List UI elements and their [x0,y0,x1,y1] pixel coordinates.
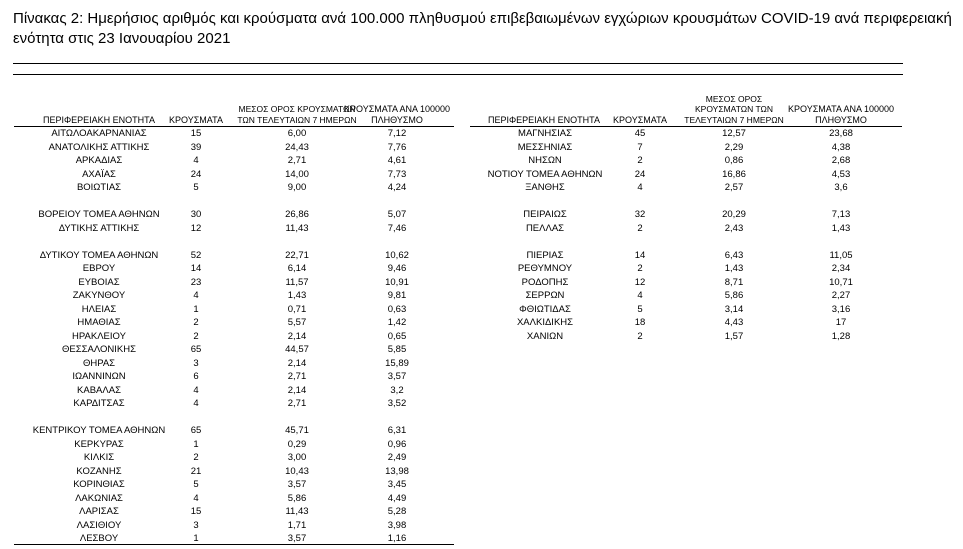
table-row [14,438,454,452]
cell-cases: 24 [190,168,202,180]
cell-region: ΛΑΣΙΘΙΟΥ [76,519,122,531]
left-table [14,92,454,547]
cell-region: ΠΙΕΡΙΑΣ [526,249,564,261]
cell-per100k: 6,31 [387,425,407,436]
table-row [470,154,902,168]
cell-cases: 6 [193,371,199,382]
cell-avg7: 2,29 [724,141,744,153]
table-row [14,465,454,479]
cell-avg7: 1,43 [724,263,744,274]
cell-avg7: 8,71 [724,276,744,288]
cell-cases: 23 [190,276,202,288]
cell-cases: 2 [637,155,643,166]
cell-region: ΕΒΡΟΥ [82,263,116,274]
cell-avg7: 9,00 [287,182,307,193]
table-row [470,303,902,317]
table-row [470,316,902,330]
cell-per100k: 4,53 [831,168,851,180]
cell-per100k: 0,65 [387,330,407,342]
cell-cases: 4 [193,398,199,409]
cell-per100k: 3,2 [390,384,404,396]
cell-avg7: 0,86 [724,155,744,166]
table-row [14,370,454,384]
cell-cases: 52 [190,249,202,261]
cell-cases: 39 [190,141,202,153]
cell-cases: 2 [193,452,199,463]
cell-cases: 5 [193,182,199,193]
table-row [14,249,454,263]
cell-region: ΔΥΤΙΚΟΥ ΤΟΜΕΑ ΑΘΗΝΩΝ [39,249,159,261]
cell-region: ΞΑΝΘΗΣ [525,182,565,193]
cell-per100k: 9,81 [387,290,407,301]
cell-region: ΚΟΖΑΝΗΣ [76,465,122,477]
cell-per100k: 7,13 [831,209,851,220]
table-row [14,168,454,182]
cell-avg7: 22,71 [285,249,309,261]
header-avg7: ΜΕΣΟΣ ΟΡΟΣ ΚΡΟΥΣΜΑΤΩΝ ΤΩΝ ΤΕΛΕΥΤΑΙΩΝ 7 ΗΜΕΡΩΝ [237,104,357,125]
table-spacer-row [14,235,454,249]
cell-cases: 14 [634,249,646,261]
cell-avg7: 0,71 [287,303,307,315]
cell-avg7: 1,43 [287,290,307,301]
cell-cases: 12 [634,276,646,288]
cell-per100k: 3,6 [834,182,848,193]
table-row [14,478,454,492]
cell-cases: 2 [637,263,643,274]
cell-cases: 3 [193,519,199,531]
cell-cases: 5 [193,479,199,490]
cell-avg7: 5,86 [287,492,307,504]
cell-cases: 30 [190,209,202,220]
cell-region: ΕΥΒΟΙΑΣ [78,276,120,288]
table-row [14,505,454,519]
header-rule [13,74,903,75]
cell-cases: 4 [193,384,199,396]
cell-per100k: 2,49 [387,452,407,463]
cell-region: ΖΑΚΥΝΘΟΥ [72,290,126,301]
cell-cases: 1 [193,303,199,315]
header-region: ΠΕΡΙΦΕΡΕΙΑΚΗ ΕΝΟΤΗΤΑ [42,114,156,125]
page-title: Πίνακας 2: Ημερήσιος αριθμός και κρούσματα ανά 100.000 πληθυσμού επιβεβαιωμένων εγχώριων κρουσμάτων COVID-19 ανά περιφερειακή ενότητα στις 23 Ιανουαρίου 2021 [13,10,952,47]
cell-avg7: 2,71 [287,398,307,409]
cell-avg7: 2,57 [724,182,744,193]
cell-region: ΠΕΛΛΑΣ [525,222,565,234]
table-row [470,141,902,155]
cell-avg7: 4,43 [724,317,744,328]
cell-per100k: 23,68 [829,128,853,139]
cell-per100k: 2,68 [831,155,851,166]
cell-cases: 32 [634,209,646,220]
table-row [14,316,454,330]
cell-region: ΛΑΡΙΣΑΣ [79,506,119,517]
cell-region: ΦΘΙΩΤΙΔΑΣ [519,303,571,315]
cell-per100k: 7,46 [387,222,407,234]
cell-cases: 2 [193,317,199,328]
table-row [14,289,454,303]
cell-region: ΚΙΛΚΙΣ [83,452,115,463]
cell-per100k: 4,61 [387,155,407,166]
cell-cases: 45 [634,128,646,139]
cell-per100k: 3,98 [387,519,407,531]
cell-per100k: 11,05 [829,249,853,261]
cell-region: ΒΟΡΕΙΟΥ ΤΟΜΕΑ ΑΘΗΝΩΝ [38,209,160,220]
cell-region: ΘΕΣΣΑΛΟΝΙΚΗΣ [62,344,136,355]
table-row [470,330,902,344]
cell-region: ΡΕΘΥΜΝΟΥ [517,263,573,274]
cell-per100k: 3,57 [387,371,407,382]
header-per100k: ΚΡΟΥΣΜΑΤΑ ΑΝΑ 100000 ΠΛΗΘΥΣΜΟ [788,104,894,125]
header-per100k: ΚΡΟΥΣΜΑΤΑ ΑΝΑ 100000 ΠΛΗΘΥΣΜΟ [344,104,450,125]
table-spacer-row [470,235,902,249]
cell-region: ΑΝΑΤΟΛΙΚΗΣ ΑΤΤΙΚΗΣ [48,141,150,153]
header-cases: ΚΡΟΥΣΜΑΤΑ [169,114,223,125]
cell-cases: 15 [190,128,202,139]
cell-cases: 24 [634,168,646,180]
cell-per100k: 1,28 [831,330,851,342]
cell-region: ΙΩΑΝΝΙΝΩΝ [72,371,126,382]
cell-avg7: 1,71 [287,519,307,531]
table-row [14,492,454,506]
cell-per100k: 7,12 [387,128,407,139]
header-avg7: ΜΕΣΟΣ ΟΡΟΣ ΚΡΟΥΣΜΑΤΩΝ ΤΩΝ ΤΕΛΕΥΤΑΙΩΝ 7 ΗΜΕΡΩΝ [684,93,784,125]
cell-region: ΘΗΡΑΣ [82,357,116,369]
cell-per100k: 3,16 [831,303,851,315]
header-cases: ΚΡΟΥΣΜΑΤΑ [613,114,667,125]
table-row [14,222,454,236]
cell-per100k: 5,07 [387,209,407,220]
cell-avg7: 20,29 [722,209,746,220]
cell-region: ΔΥΤΙΚΗΣ ΑΤΤΙΚΗΣ [58,222,140,234]
table-row [14,276,454,290]
cell-cases: 4 [193,155,199,166]
table-spacer-row [470,195,902,209]
cell-region: ΜΑΓΝΗΣΙΑΣ [518,128,572,139]
cell-region: ΜΕΣΣΗΝΙΑΣ [517,141,573,153]
cell-region: ΚΑΡΔΙΤΣΑΣ [73,398,125,409]
cell-region: ΑΡΚΑΔΙΑΣ [75,155,123,166]
table-row [14,181,454,195]
cell-region: ΒΟΙΩΤΙΑΣ [76,182,122,193]
table-row [14,303,454,317]
cell-cases: 2 [193,330,199,342]
cell-cases: 65 [190,344,202,355]
table-row [470,181,902,195]
cell-avg7: 5,57 [287,317,307,328]
cell-cases: 15 [190,506,202,517]
cell-region: ΝΗΣΩΝ [528,155,562,166]
cell-cases: 1 [193,533,199,544]
cell-per100k: 7,73 [387,168,407,180]
table-row [14,519,454,533]
cell-avg7: 2,14 [287,384,307,396]
cell-per100k: 1,43 [831,222,851,234]
cell-per100k: 1,42 [387,317,407,328]
left-table-bottom-rule [14,544,454,545]
cell-cases: 2 [637,222,643,234]
cell-avg7: 2,71 [287,371,307,382]
cell-cases: 7 [637,141,643,153]
table-row [14,154,454,168]
cell-region: ΛΕΣΒΟΥ [79,533,119,544]
cell-per100k: 2,34 [831,263,851,274]
cell-per100k: 3,52 [387,398,407,409]
cell-region: ΗΡΑΚΛΕΙΟΥ [72,330,126,342]
cell-per100k: 3,45 [387,479,407,490]
cell-region: ΑΙΤΩΛΟΑΚΑΡΝΑΝΙΑΣ [51,128,147,139]
table-row [14,424,454,438]
table-row [14,343,454,357]
cell-cases: 2 [637,330,643,342]
cell-region: ΚΑΒΑΛΑΣ [77,384,121,396]
cell-per100k: 0,96 [387,438,407,450]
cell-region: ΝΟΤΙΟΥ ΤΟΜΕΑ ΑΘΗΝΩΝ [487,168,603,180]
table-row [470,249,902,263]
right-table [470,92,902,352]
table-row [470,276,902,290]
table-row [14,141,454,155]
cell-avg7: 11,57 [285,276,309,288]
cell-region: ΚΕΝΤΡΙΚΟΥ ΤΟΜΕΑ ΑΘΗΝΩΝ [32,425,166,436]
cell-avg7: 0,29 [287,438,307,450]
cell-avg7: 3,57 [287,479,307,490]
cell-region: ΛΑΚΩΝΙΑΣ [75,492,123,504]
cell-avg7: 5,86 [724,290,744,301]
cell-per100k: 4,24 [387,182,407,193]
cell-avg7: 2,43 [724,222,744,234]
cell-region: ΑΧΑΪΑΣ [82,168,116,180]
cell-per100k: 1,16 [387,533,407,544]
table-row [14,330,454,344]
cell-cases: 4 [637,182,643,193]
table-row [470,289,902,303]
cell-cases: 4 [193,290,199,301]
table-row [470,168,902,182]
cell-cases: 12 [190,222,202,234]
cell-per100k: 10,71 [829,276,853,288]
cell-cases: 4 [637,290,643,301]
cell-avg7: 24,43 [285,141,309,153]
table-row [470,208,902,222]
cell-per100k: 10,62 [385,249,409,261]
table-row [14,357,454,371]
cell-region: ΚΟΡΙΝΘΙΑΣ [73,479,125,490]
cell-avg7: 10,43 [285,465,309,477]
cell-per100k: 5,28 [387,506,407,517]
cell-cases: 14 [190,263,202,274]
cell-region: ΧΑΛΚΙΔΙΚΗΣ [516,317,574,328]
cell-per100k: 2,27 [831,290,851,301]
header-region: ΠΕΡΙΦΕΡΕΙΑΚΗ ΕΝΟΤΗΤΑ [487,114,601,125]
cell-per100k: 4,49 [387,492,407,504]
cell-avg7: 2,14 [287,357,307,369]
cell-avg7: 1,57 [724,330,744,342]
cell-cases: 21 [190,465,202,477]
table-row [14,384,454,398]
cell-per100k: 15,89 [385,357,409,369]
cell-region: ΚΕΡΚΥΡΑΣ [74,438,124,450]
table-spacer-row [14,411,454,425]
cell-region: ΡΟΔΟΠΗΣ [521,276,569,288]
top-rule [13,63,903,64]
table-row [14,127,454,141]
table-row [470,222,902,236]
cell-avg7: 2,71 [287,155,307,166]
cell-avg7: 6,43 [724,249,744,261]
cell-avg7: 44,57 [285,344,309,355]
cell-avg7: 16,86 [722,168,746,180]
cell-cases: 5 [637,303,643,315]
cell-cases: 4 [193,492,199,504]
cell-per100k: 5,85 [387,344,407,355]
cell-region: ΣΕΡΡΩΝ [525,290,565,301]
cell-cases: 18 [634,317,646,328]
cell-avg7: 11,43 [285,222,309,234]
cell-region: ΗΛΕΙΑΣ [81,303,117,315]
table-spacer-row [14,195,454,209]
cell-cases: 3 [193,357,199,369]
cell-avg7: 14,00 [285,168,309,180]
cell-avg7: 6,14 [287,263,307,274]
cell-per100k: 9,46 [387,263,407,274]
table-row [14,208,454,222]
table-row [470,262,902,276]
cell-per100k: 10,91 [385,276,409,288]
cell-avg7: 11,43 [285,506,309,517]
cell-avg7: 26,86 [285,209,309,220]
cell-avg7: 45,71 [285,425,309,436]
cell-per100k: 17 [835,317,847,328]
cell-per100k: 4,38 [831,141,851,153]
cell-avg7: 6,00 [287,128,307,139]
cell-avg7: 12,57 [722,128,746,139]
cell-avg7: 3,00 [287,452,307,463]
cell-region: ΗΜΑΘΙΑΣ [77,317,121,328]
cell-cases: 1 [193,438,199,450]
cell-avg7: 2,14 [287,330,307,342]
table-row [14,451,454,465]
cell-per100k: 13,98 [385,465,409,477]
cell-per100k: 7,76 [387,141,407,153]
cell-cases: 65 [190,425,202,436]
cell-avg7: 3,14 [724,303,744,315]
cell-region: ΠΕΙΡΑΙΩΣ [523,209,567,220]
table-row [14,397,454,411]
cell-avg7: 3,57 [287,533,307,544]
cell-per100k: 0,63 [387,303,407,315]
table-row [470,127,902,141]
cell-region: ΧΑΝΙΩΝ [526,330,564,342]
table-row [14,262,454,276]
